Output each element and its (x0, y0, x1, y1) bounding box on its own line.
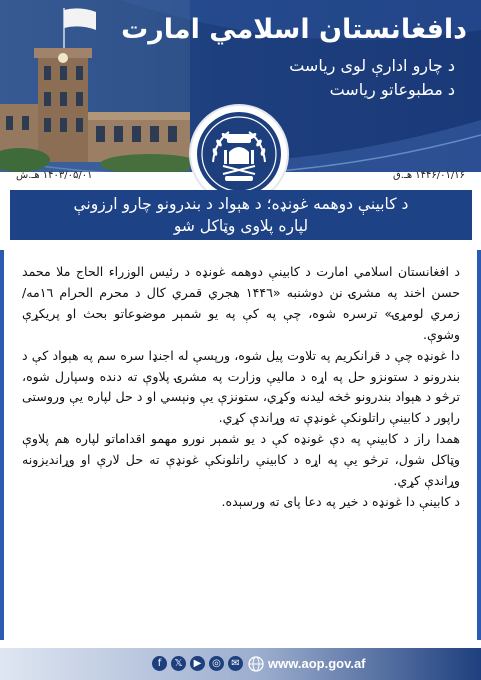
mail-icon[interactable]: ✉ (228, 656, 243, 671)
header-subtitle-press: د مطبوعاتو ریاست (329, 80, 455, 99)
website-link[interactable]: www.aop.gov.af (268, 656, 366, 671)
body-paragraph-1: د افغانستان اسلامي امارت د کابینې دوهمه غونډه د رئيس الوزراء الحاج ملا محمد حسن اخند په مشرۍ نن دوشنبه «۱۴۴٦ هجري قمري کال د محرم الحرام ۱٦مه/ زمري لومړۍ» ترسره شوه، چې په کې په یو شمېر موضوعاتو بحث او پریکړې وشوې. (22, 264, 460, 342)
instagram-icon[interactable]: ◎ (209, 656, 224, 671)
emblem-seal-icon (191, 106, 287, 202)
headline-text (10, 190, 472, 237)
date-hijri-qamari: ۱۴۴۶/۰۱/۱۶ هـ.ق (392, 170, 465, 181)
x-icon[interactable]: 𝕏 (171, 656, 186, 671)
body-paragraph-2: دا غونډه چې د قرانکریم په تلاوت پیل شوه، ورپسې له اجنډا سره سم په هېواد کې د بندرونو د ستونزو حل په اړه د مالیې وزارت په مشرۍ پلاوې ته دنده وسپارل شوه، ترڅو د هېواد بندرونو څخه لیدنه وکړي، ستونزې یې ونېسي او د حل لپاره یې وروستی راپور د کابینې راتلونکې غونډې ته وړاندې کړي. (22, 347, 460, 426)
left-border-accent (0, 250, 4, 640)
footer-bar (0, 648, 481, 680)
headline-line-2: لپاره پلاوی وټاکل شو (173, 217, 309, 235)
headline-banner (10, 190, 472, 240)
emirate-emblem (191, 106, 287, 202)
headline-line-1: د کابینې دوهمه غونډه؛ د هېواد د بندرونو چارو ارزونې (73, 195, 409, 213)
youtube-icon[interactable]: ▶ (190, 656, 205, 671)
press-release-body (22, 262, 460, 513)
body-paragraph-4: د کابینې دا غونډه د خیر په دعا پای ته ورسېده. (221, 493, 460, 509)
header-subtitle-directorate: د چارو ادارې لوی ریاست (289, 56, 455, 75)
globe-icon (248, 656, 264, 672)
right-border-accent (477, 250, 481, 640)
date-hijri-shamsi: ۱۴۰۳/۰۵/۰۱ هـ.ش (16, 170, 93, 181)
body-paragraph-3: همدا راز د کابینې په دې غونډه کې د یو شمېر نورو مهمو اقداماتو لپاره هم پلاوې وټاکل شول، ترڅو یې په اړه د کابینې راتلونکې غونډې ته حل لارې او وړاندیزونه وړاندې کړي. (22, 431, 460, 489)
facebook-icon[interactable]: f (152, 656, 167, 671)
header-title: دافغانستان اسلامي امارت (121, 14, 467, 45)
